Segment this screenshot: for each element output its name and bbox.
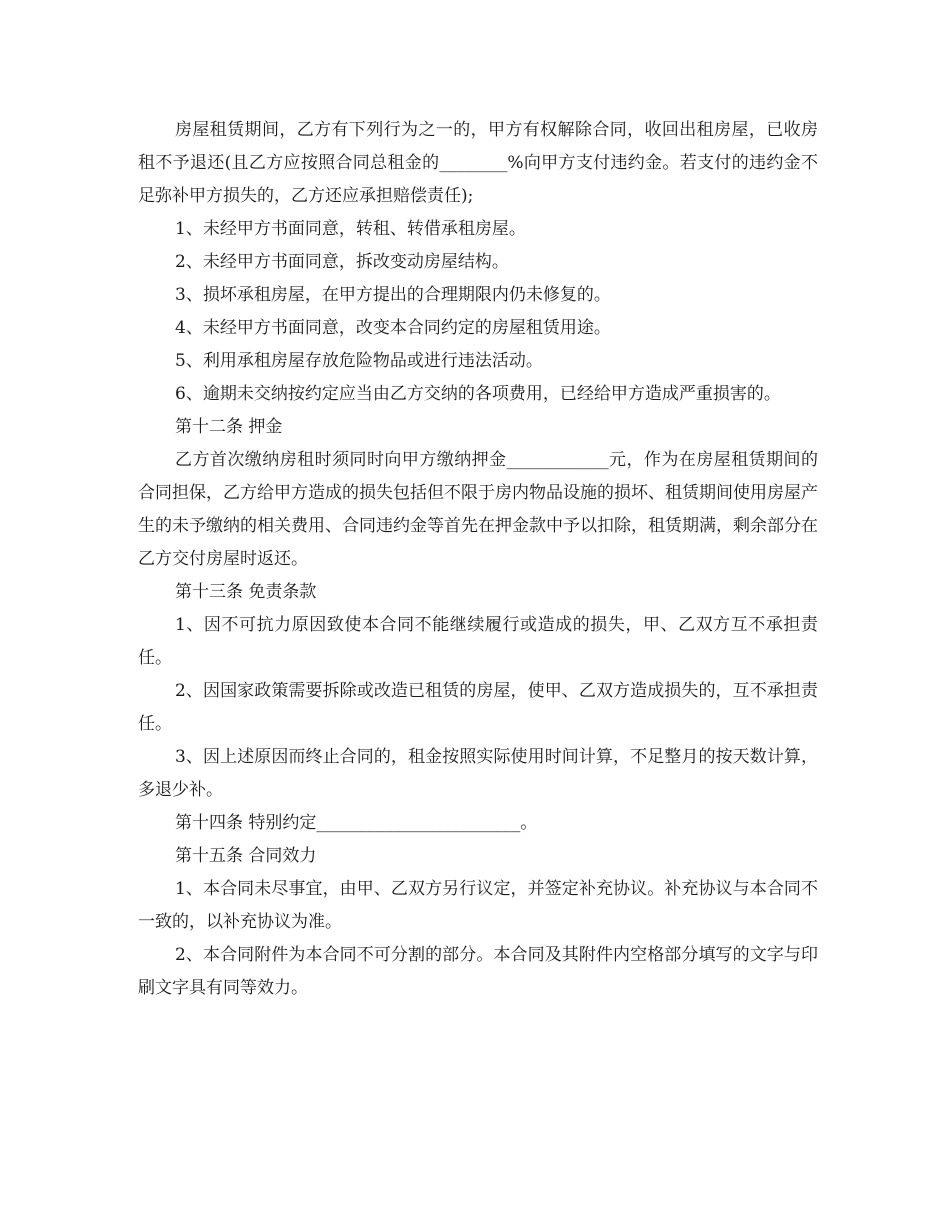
article-14-heading: 第十四条 特别约定________________________。 bbox=[175, 813, 538, 833]
list-item-policy-demolition: 2、因国家政策需要拆除或改造已租赁的房屋，使甲、乙双方造成损失的，互不承担责任。 bbox=[138, 681, 818, 734]
list-item-overdue-fees: 6、逾期未交纳按约定应当由乙方交纳的各项费用，已经给甲方造成严重损害的。 bbox=[175, 384, 781, 404]
list-item-attachments-validity: 2、本合同附件为本合同不可分割的部分。本合同及其附件内空格部分填写的文字与印刷文字具有同等效力。 bbox=[138, 945, 818, 998]
list-item-supplementary-agreement: 1、本合同未尽事宜，由甲、乙双方另行议定，并签定补充协议。补充协议与本合同不一致的，以补充协议为准。 bbox=[138, 879, 818, 932]
list-item-change-usage: 4、未经甲方书面同意，改变本合同约定的房屋租赁用途。 bbox=[175, 318, 611, 338]
list-item-force-majeure: 1、因不可抗力原因致使本合同不能继续履行或造成的损失，甲、乙双方互不承担责任。 bbox=[138, 615, 818, 668]
article-12-heading: 第十二条 押金 bbox=[175, 417, 283, 437]
list-item-structure-change: 2、未经甲方书面同意，拆改变动房屋结构。 bbox=[175, 252, 509, 272]
article-15-heading: 第十五条 合同效力 bbox=[175, 846, 317, 866]
list-item-damage: 3、损坏承租房屋，在甲方提出的合理期限内仍未修复的。 bbox=[175, 285, 611, 305]
paragraph-termination-conditions: 房屋租赁期间，乙方有下列行为之一的，甲方有权解除合同，收回出租房屋，已收房租不予退还(且乙方应按照合同总租金的________%向甲方支付违约金。若支付的违约金不足弥补甲方损失的，乙方还应承担赔偿责任); bbox=[138, 120, 818, 206]
list-item-rent-calculation: 3、因上述原因而终止合同的，租金按照实际使用时间计算，不足整月的按天数计算，多退少补。 bbox=[138, 747, 818, 800]
document-page bbox=[138, 114, 818, 1005]
list-item-dangerous-goods: 5、利用承租房屋存放危险物品或进行违法活动。 bbox=[175, 351, 543, 371]
list-item-sublet: 1、未经甲方书面同意，转租、转借承租房屋。 bbox=[175, 219, 526, 239]
article-13-heading: 第十三条 免责条款 bbox=[175, 582, 317, 602]
paragraph-deposit: 乙方首次缴纳房租时须同时向甲方缴纳押金____________元，作为在房屋租赁期间的合同担保，乙方给甲方造成的损失包括但不限于房内物品设施的损坏、租赁期间使用房屋产生的未予缴纳的相关费用、合同违约金等首先在押金款中予以扣除，租赁期满，剩余部分在乙方交付房屋时返还。 bbox=[138, 450, 818, 569]
